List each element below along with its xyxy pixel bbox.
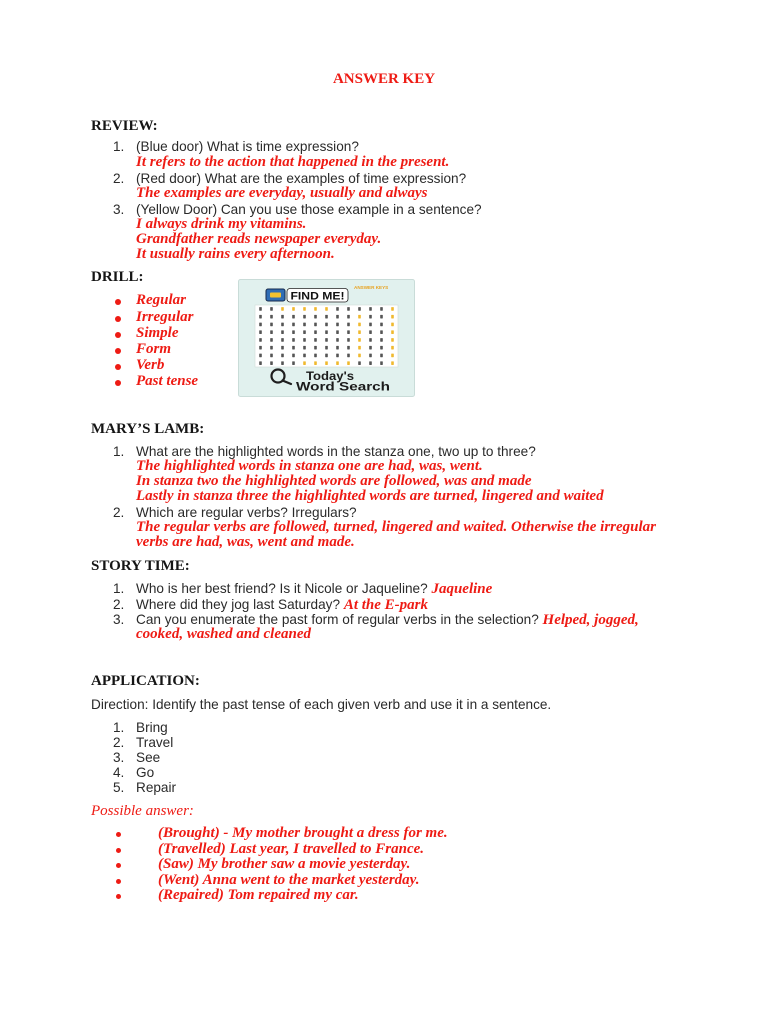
grid-letter (391, 346, 394, 350)
story-answer-1: Jaqueline (431, 581, 493, 597)
grid-letter (358, 307, 361, 311)
grid-letter (259, 346, 262, 350)
grid-letter (391, 338, 394, 342)
grid-letter (314, 338, 317, 342)
drill-heading: DRILL: (91, 269, 144, 285)
list-number: 2. (113, 505, 125, 520)
grid-letter (380, 338, 383, 342)
grid-letter (325, 361, 328, 365)
bullet-icon (116, 832, 121, 837)
grid-letter (358, 315, 361, 319)
drill-item: Simple (136, 325, 179, 341)
drill-item: Regular (136, 292, 187, 308)
grid-letter (314, 361, 317, 365)
bullet-icon (115, 364, 121, 370)
list-number: 5. (113, 780, 125, 795)
grid-letter (380, 330, 383, 334)
direction-text: Direction: Identify the past tense of each given verb and use it in a sentence. (91, 697, 552, 712)
grid-letter (358, 323, 361, 327)
grid-letter (259, 323, 262, 327)
grid-letter (347, 307, 350, 311)
grid-letter (347, 346, 350, 350)
grid-letter (325, 330, 328, 334)
list-number: 1. (113, 139, 125, 154)
grid-letter (336, 361, 339, 365)
grid-letter (358, 354, 361, 358)
grid-letter (325, 354, 328, 358)
bullet-icon (115, 332, 121, 338)
grid-letter (391, 361, 394, 365)
grid-letter (270, 307, 273, 311)
list-number: 3. (113, 750, 125, 765)
grid-letter (281, 330, 284, 334)
review-answer-3-line-1: I always drink my vitamins. (136, 216, 307, 232)
marys-lamb-answer-1-line-2: In stanza two the highlighted words are followed, was and made (136, 473, 532, 489)
grid-letter (259, 338, 262, 342)
marys-lamb-heading: MARY’S LAMB: (91, 421, 205, 437)
grid-letter (391, 330, 394, 334)
grid-letter (391, 354, 394, 358)
grid-letter (358, 361, 361, 365)
verb-item: Travel (136, 735, 174, 750)
story-question-1: Who is her best friend? Is it Nicole or Jaqueline? (136, 581, 428, 596)
grid-letter (281, 346, 284, 350)
drill-item: Form (136, 341, 172, 357)
grid-letter (281, 315, 284, 319)
grid-letter (336, 354, 339, 358)
grid-letter (336, 307, 339, 311)
grid-letter (369, 338, 372, 342)
grid-letter (292, 361, 295, 365)
verb-item: Go (136, 765, 155, 780)
possible-answer-item: (Repaired) Tom repaired my car. (158, 887, 359, 903)
grid-letter (303, 354, 306, 358)
grid-letter (303, 330, 306, 334)
list-number: 1. (113, 444, 125, 459)
grid-letter (303, 361, 306, 365)
review-question-1: (Blue door) What is time expression? (136, 139, 359, 154)
grid-letter (325, 338, 328, 342)
caption-line-2: Word Search (296, 379, 390, 394)
verb-item: See (136, 750, 161, 765)
marys-lamb-answer-2-line-1: The regular verbs are followed, turned, lingered and waited. Otherwise the irregular (136, 519, 657, 535)
review-answer-2: The examples are everyday, usually and always (136, 185, 428, 201)
grid-letter (270, 323, 273, 327)
grid-letter (358, 330, 361, 334)
bullet-icon (116, 879, 121, 884)
grid-letter (270, 354, 273, 358)
list-number: 1. (113, 581, 125, 596)
grid-letter (281, 307, 284, 311)
bullet-icon (116, 848, 121, 853)
grid-letter (303, 307, 306, 311)
grid-letter (303, 323, 306, 327)
possible-answer-item: (Saw) My brother saw a movie yesterday. (158, 856, 411, 872)
grid-letter (325, 323, 328, 327)
grid-letter (281, 323, 284, 327)
bullet-icon (115, 380, 121, 386)
grid-letter (380, 354, 383, 358)
grid-letter (347, 338, 350, 342)
grid-letter (380, 323, 383, 327)
grid-letter (347, 315, 350, 319)
grid-letter (270, 346, 273, 350)
grid-letter (314, 307, 317, 311)
grid-letter (281, 338, 284, 342)
grid-letter (336, 315, 339, 319)
ticket-icon (266, 289, 285, 301)
story-question-2: Where did they jog last Saturday? (136, 597, 341, 612)
grid-letter (292, 346, 295, 350)
grid-letter (292, 323, 295, 327)
grid-letter (259, 354, 262, 358)
answer-keys-label: ANSWER KEYS (354, 285, 389, 290)
marys-lamb-answer-2-line-2: verbs are had, was, went and made. (136, 534, 355, 550)
bullet-icon (115, 348, 121, 354)
grid-letter (314, 330, 317, 334)
grid-letter (292, 354, 295, 358)
possible-answer-item: (Went) Anna went to the market yesterday. (158, 872, 420, 888)
story-item-2 (136, 597, 428, 613)
possible-answer-label: Possible answer: (91, 803, 194, 819)
review-answer-3-line-3: It usually rains every afternoon. (136, 246, 335, 262)
grid-letter (336, 338, 339, 342)
review-heading: REVIEW: (91, 118, 158, 134)
verb-item: Repair (136, 780, 177, 795)
grid-letter (336, 330, 339, 334)
grid-letter (303, 315, 306, 319)
grid-letter (292, 330, 295, 334)
marys-lamb-answer-1-line-3: Lastly in stanza three the highlighted words are turned, lingered and waited (136, 488, 604, 504)
grid-letter (358, 346, 361, 350)
bullet-icon (116, 894, 121, 899)
grid-letter (380, 307, 383, 311)
marys-lamb-question-1: What are the highlighted words in the stanza one, two up to three? (136, 444, 536, 459)
grid-letter (325, 346, 328, 350)
grid-letter (391, 323, 394, 327)
bullet-icon (116, 863, 121, 868)
grid-letter (314, 354, 317, 358)
review-question-3: (Yellow Door) Can you use those example in a sentence? (136, 202, 482, 217)
grid-letter (391, 307, 394, 311)
caption-line-1: Today's (306, 369, 355, 383)
grid-letter (281, 361, 284, 365)
grid-letter (380, 361, 383, 365)
grid-letter (325, 307, 328, 311)
grid-letter (369, 323, 372, 327)
grid-letter (369, 361, 372, 365)
review-answer-1: It refers to the action that happened in the present. (136, 154, 450, 170)
grid-letter (259, 307, 262, 311)
grid-letter (314, 346, 317, 350)
story-answer-3-continued: cooked, washed and cleaned (136, 626, 311, 642)
review-question-2: (Red door) What are the examples of time expression? (136, 171, 467, 186)
bullet-icon (115, 299, 121, 305)
grid-letter (292, 315, 295, 319)
grid-letter (369, 354, 372, 358)
review-answer-3-line-2: Grandfather reads newspaper everyday. (136, 231, 382, 247)
story-question-3: Can you enumerate the past form of regular verbs in the selection? (136, 612, 539, 627)
application-heading: APPLICATION: (91, 673, 200, 689)
grid-letter (391, 315, 394, 319)
grid-letter (369, 315, 372, 319)
grid-letter (347, 323, 350, 327)
grid-letter (303, 346, 306, 350)
possible-answer-item: (Travelled) Last year, I travelled to France. (158, 841, 425, 857)
story-time-heading: STORY TIME: (91, 558, 190, 574)
grid-letter (270, 361, 273, 365)
grid-letter (336, 323, 339, 327)
grid-letter (336, 346, 339, 350)
grid-letter (347, 361, 350, 365)
grid-letter (303, 338, 306, 342)
list-number: 2. (113, 171, 125, 186)
list-number: 4. (113, 765, 125, 780)
grid-letter (314, 323, 317, 327)
word-search-image (238, 279, 415, 397)
story-answer-3: Helped, jogged, (542, 612, 639, 628)
grid-letter (292, 307, 295, 311)
list-number: 3. (113, 612, 125, 627)
list-number: 2. (113, 597, 125, 612)
marys-lamb-answer-1-line-1: The highlighted words in stanza one are had, was, went. (136, 458, 483, 474)
word-grid (255, 305, 398, 367)
grid-letter (259, 361, 262, 365)
grid-letter (369, 330, 372, 334)
list-number: 1. (113, 720, 125, 735)
grid-letter (347, 354, 350, 358)
bullet-icon (115, 316, 121, 322)
drill-item: Verb (136, 357, 165, 373)
marys-lamb-question-2: Which are regular verbs? Irregulars? (136, 505, 357, 520)
grid-letter (325, 315, 328, 319)
grid-letter (347, 330, 350, 334)
drill-item: Irregular (136, 309, 194, 325)
drill-item: Past tense (136, 373, 199, 389)
possible-answer-item: (Brought) - My mother brought a dress for me. (158, 825, 448, 841)
list-number: 3. (113, 202, 125, 217)
grid-letter (292, 338, 295, 342)
grid-letter (380, 346, 383, 350)
grid-letter (270, 338, 273, 342)
grid-letter (270, 330, 273, 334)
grid-letter (369, 307, 372, 311)
grid-letter (369, 346, 372, 350)
verb-item: Bring (136, 720, 168, 735)
grid-letter (259, 330, 262, 334)
grid-letter (380, 315, 383, 319)
grid-letter (270, 315, 273, 319)
list-number: 2. (113, 735, 125, 750)
story-item-1 (136, 581, 492, 597)
grid-letter (281, 354, 284, 358)
grid-letter (358, 338, 361, 342)
page-title: ANSWER KEY (332, 71, 436, 87)
find-me-text: FIND ME! (290, 290, 345, 303)
grid-letter (314, 315, 317, 319)
grid-letter (259, 315, 262, 319)
story-answer-2: At the E-park (343, 597, 428, 613)
